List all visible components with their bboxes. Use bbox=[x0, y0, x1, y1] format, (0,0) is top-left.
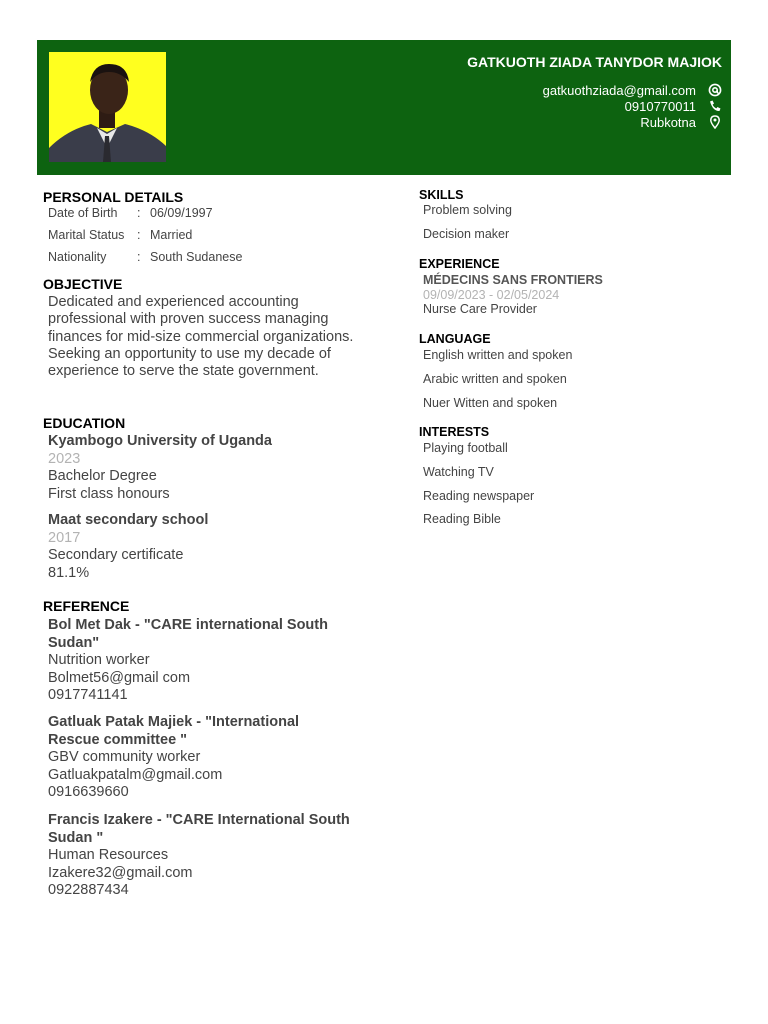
reference-phone[interactable]: 0922887434 bbox=[48, 882, 129, 898]
reference-phone[interactable]: 0916639660 bbox=[48, 784, 129, 800]
location-text: Rubkotna bbox=[640, 114, 696, 130]
reference-item bbox=[48, 714, 358, 802]
language-item: Arabic written and spoken bbox=[423, 372, 567, 386]
phone-row bbox=[625, 98, 722, 114]
education-result: First class honours bbox=[48, 485, 170, 502]
personal-detail-row: Marital Status : Married bbox=[48, 228, 193, 242]
education-item bbox=[48, 512, 358, 582]
email-text[interactable]: gatkuothziada@gmail.com bbox=[542, 82, 696, 98]
personal-details-title: PERSONAL DETAILS bbox=[43, 189, 184, 205]
skills-title: SKILLS bbox=[419, 188, 464, 202]
location-pin-icon bbox=[708, 115, 722, 129]
reference-role: Nutrition worker bbox=[48, 652, 150, 668]
location-row bbox=[640, 114, 722, 130]
interest-item: Reading Bible bbox=[423, 512, 501, 526]
language-item: English written and spoken bbox=[423, 348, 573, 362]
personal-detail-row: Nationality : South Sudanese bbox=[48, 250, 243, 264]
personal-detail-row: Date of Birth : 06/09/1997 bbox=[48, 206, 213, 220]
education-degree: Bachelor Degree bbox=[48, 468, 157, 484]
reference-name-cont: Rescue committee " bbox=[48, 731, 188, 748]
candidate-name: GATKUOTH ZIADA TANYDOR MAJIOK bbox=[467, 54, 722, 70]
experience-role: Nurse Care Provider bbox=[423, 302, 537, 316]
school-name: Maat secondary school bbox=[48, 512, 209, 528]
reference-name-cont: Sudan " bbox=[48, 829, 104, 846]
education-item bbox=[48, 433, 358, 503]
reference-item bbox=[48, 812, 358, 900]
profile-photo bbox=[49, 52, 166, 162]
reference-title: REFERENCE bbox=[43, 598, 130, 614]
header-banner bbox=[37, 40, 731, 175]
reference-role: Human Resources bbox=[48, 847, 169, 863]
interest-item: Reading newspaper bbox=[423, 489, 535, 503]
education-title: EDUCATION bbox=[43, 415, 126, 431]
school-name: Kyambogo University of Uganda bbox=[48, 433, 272, 449]
language-item: Nuer Witten and spoken bbox=[423, 396, 558, 410]
reference-name: Francis Izakere - "CARE International South bbox=[48, 812, 350, 828]
reference-name-cont: Sudan" bbox=[48, 634, 100, 651]
experience-org: MÉDECINS SANS FRONTIERS bbox=[423, 273, 603, 287]
phone-icon bbox=[708, 99, 722, 113]
email-row bbox=[543, 82, 722, 98]
education-year: 2017 bbox=[48, 529, 81, 546]
objective-title: OBJECTIVE bbox=[43, 276, 123, 292]
reference-role: GBV community worker bbox=[48, 749, 201, 765]
skill-item: Problem solving bbox=[423, 203, 512, 217]
objective-text: Dedicated and experienced accounting professional with proven success managing finances for mid-size commercial organizations. Seeking an opportunity to use my decade of experience to serve the state government. bbox=[48, 294, 354, 380]
at-icon bbox=[708, 83, 722, 97]
interest-item: Watching TV bbox=[423, 465, 494, 479]
reference-name: Bol Met Dak - "CARE international South bbox=[48, 617, 328, 633]
language-title: LANGUAGE bbox=[419, 332, 491, 346]
reference-email[interactable]: Izakere32@gmail.com bbox=[48, 864, 193, 881]
interest-item: Playing football bbox=[423, 441, 508, 455]
education-degree: Secondary certificate bbox=[48, 547, 184, 563]
reference-item bbox=[48, 617, 358, 705]
phone-text[interactable]: 0910770011 bbox=[624, 98, 696, 114]
reference-name: Gatluak Patak Majiek - "International bbox=[48, 714, 300, 730]
education-year: 2023 bbox=[48, 450, 81, 467]
education-result: 81.1% bbox=[48, 564, 90, 581]
reference-phone[interactable]: 0917741141 bbox=[48, 687, 128, 703]
skill-item: Decision maker bbox=[423, 227, 510, 241]
experience-dates: 09/09/2023 - 02/05/2024 bbox=[423, 288, 560, 302]
interests-title: INTERESTS bbox=[419, 425, 490, 439]
experience-title: EXPERIENCE bbox=[419, 257, 500, 271]
reference-email[interactable]: Bolmet56@gmail com bbox=[48, 669, 191, 686]
reference-email[interactable]: Gatluakpatalm@gmail.com bbox=[48, 766, 223, 783]
